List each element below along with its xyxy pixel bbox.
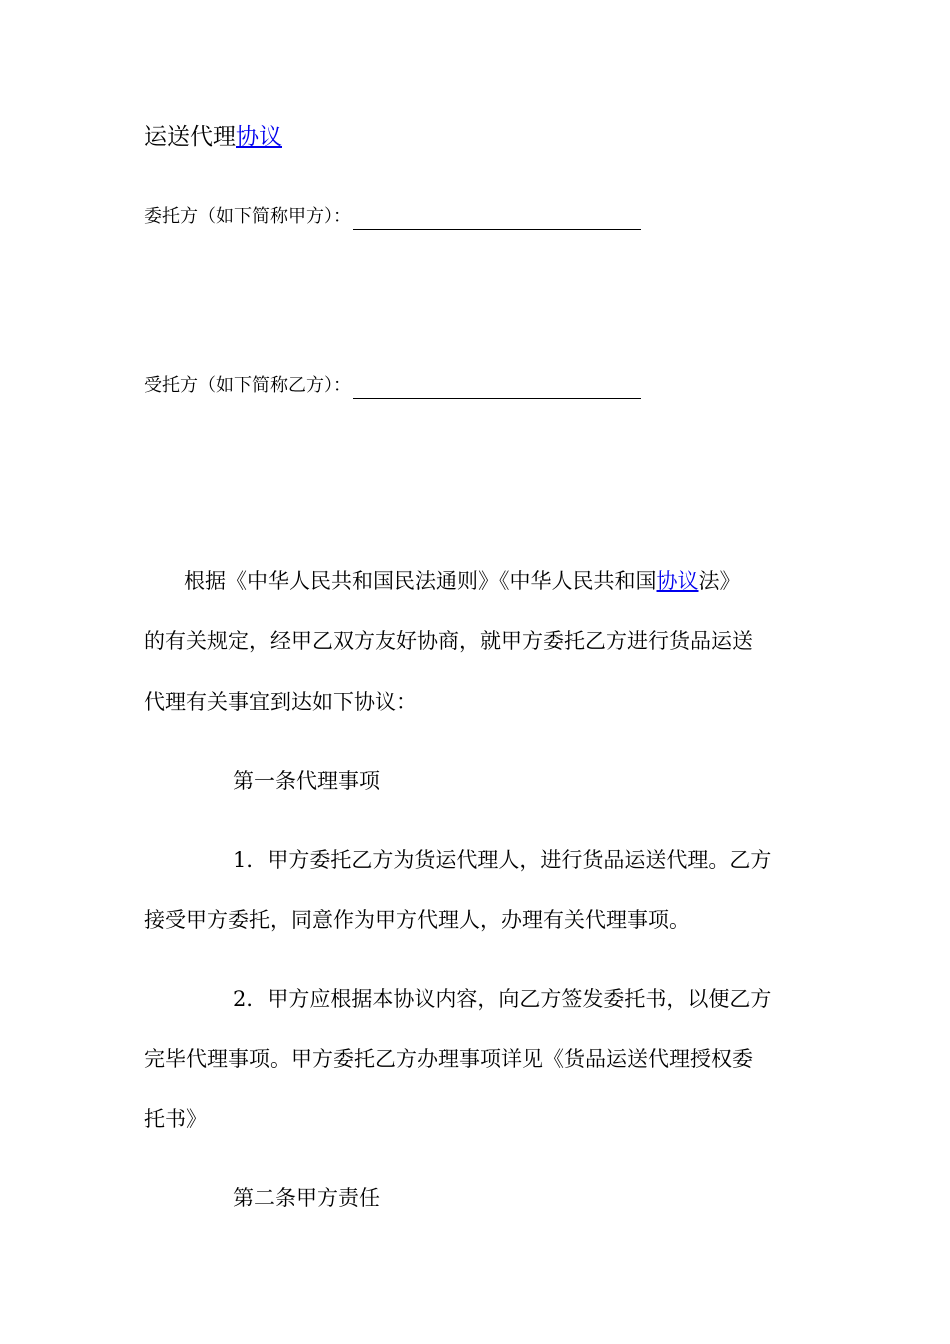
article-1-heading: 第一条代理事项 xyxy=(233,769,380,793)
title-text: 运送代理 xyxy=(144,124,236,150)
article-1-item-1-line-1: 1．甲方委托乙方为货运代理人，进行货品运送代理。乙方 xyxy=(233,848,772,872)
agent-blank-field[interactable] xyxy=(353,378,641,399)
intro-line-3: 代理有关事宜到达如下协议： xyxy=(144,690,417,714)
article-1-item-2-line-1: 2．甲方应根据本协议内容，向乙方签发委托书，以便乙方 xyxy=(233,987,772,1011)
intro-line-2: 的有关规定，经甲乙双方友好协商，就甲方委托乙方进行货品运送 xyxy=(144,629,753,653)
intro-line-1-tail: 法》 xyxy=(698,569,741,593)
agent-label: 受托方（如下简称乙方）： xyxy=(144,375,351,396)
document-title xyxy=(144,121,282,153)
client-blank-field[interactable] xyxy=(353,209,641,230)
client-label: 委托方（如下简称甲方）： xyxy=(144,206,351,227)
article-1-item-2-line-3: 托书》 xyxy=(144,1107,207,1131)
article-2-heading: 第二条甲方责任 xyxy=(233,1186,380,1210)
article-1-item-1-line-2: 接受甲方委托，同意作为甲方代理人，办理有关代理事项。 xyxy=(144,908,690,932)
client-party-line xyxy=(144,204,641,230)
intro-line-1 xyxy=(184,566,741,596)
article-1-item-2-line-2: 完毕代理事项。甲方委托乙方办理事项详见《货品运送代理授权委 xyxy=(144,1047,753,1071)
agent-party-line xyxy=(144,373,641,399)
intro-law-link[interactable]: 协议 xyxy=(656,569,699,593)
intro-line-1-text: 根据《中华人民共和国民法通则》《中华人民共和国 xyxy=(184,569,657,593)
title-link[interactable]: 协议 xyxy=(236,124,282,150)
